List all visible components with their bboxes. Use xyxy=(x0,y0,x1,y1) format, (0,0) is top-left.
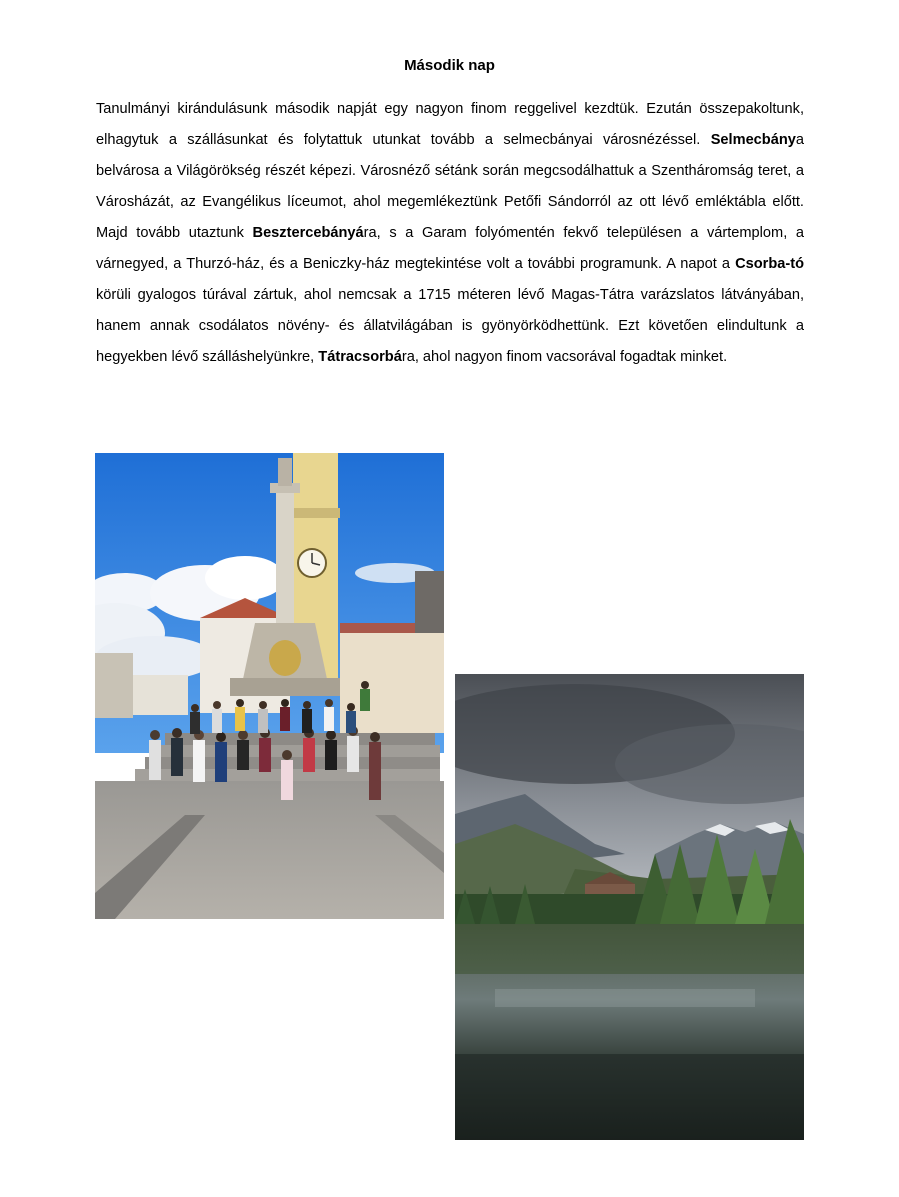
mountain-lake-photo xyxy=(455,674,804,1140)
text-part: ra, s a Garam folyómentén fekvő településen a vártemplom, a várnegyed, a Thurzó-ház, és a Beniczky-ház megtekintése volt a további programunk. A napot a xyxy=(96,225,805,272)
page-title: Második nap xyxy=(404,57,495,74)
bold-place-tatracsorba: Tátracsorbá xyxy=(318,349,402,365)
text-part: Tanulmányi kirándulásunk második napját egy nagyon finom reggelivel kezdtük. Ezután összepakoltunk, elhagytuk a szállásunkat és folytattuk utunkat tovább a selmecbányai városnézéssel. xyxy=(96,101,804,148)
bold-place-selmecbanya: Selmecbány xyxy=(710,132,796,148)
text-part: körüli gyalogos túrával zártuk, ahol nemcsak a 1715 méteren lévő Magas-Tátra varázslatos látványában, hanem annak csodálatos növény- és állatvilágában is gyönyörködhettünk. Ezt követően elindultunk a hegyekben lévő szálláshelyünkre, xyxy=(96,287,804,365)
bold-place-csorba-to: Csorba-tó xyxy=(735,256,804,272)
town-square-photo xyxy=(95,453,444,919)
mountain-lake-image xyxy=(455,674,804,1140)
text-part: ra, ahol nagyon finom vacsorával fogadtak minket. xyxy=(401,349,728,365)
body-paragraph xyxy=(96,94,804,373)
town-square-image xyxy=(95,453,444,919)
text-part: a belvárosa a Világörökség részét képezi. Városnéző sétánk során megcsodálhattuk a Szentháromság teret, a Városházát, az Evangélikus líceumot, ahol megemlékeztünk Petőfi Sándorról az ott lévő emléktábla előtt. Majd tovább utaztunk xyxy=(96,132,804,241)
bold-place-besztercebanya: Besztercebányá xyxy=(252,225,364,241)
